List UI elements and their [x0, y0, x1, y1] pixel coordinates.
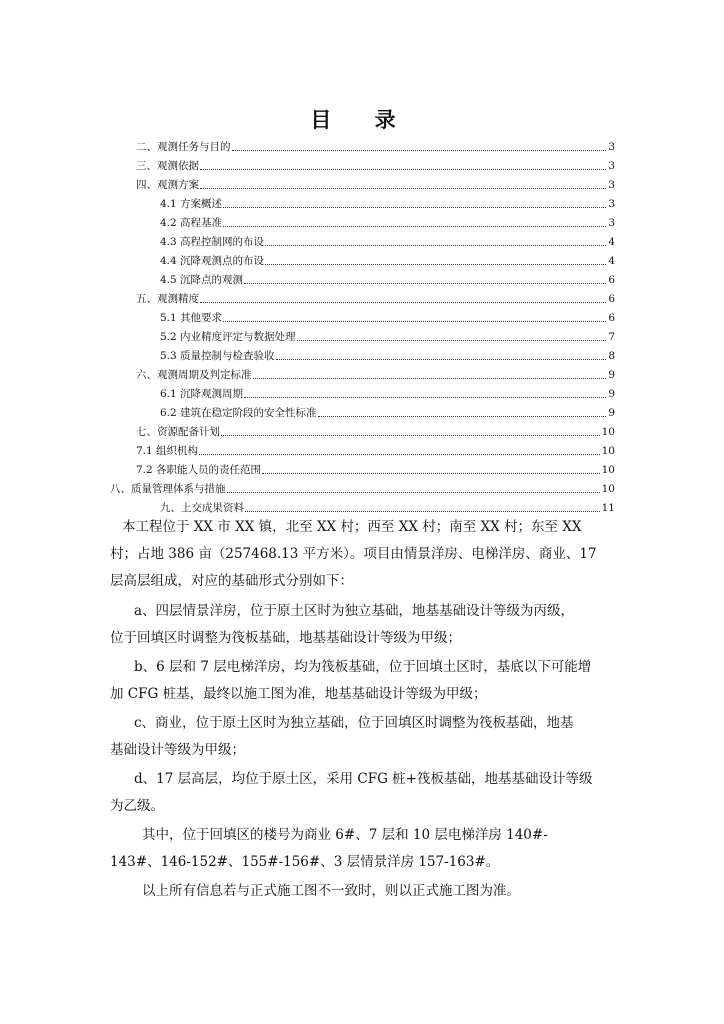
toc-entry-label: 7.2 各职能人员的责任范围 [136, 464, 262, 476]
toc-entry[interactable] [160, 250, 615, 268]
toc-entry[interactable] [136, 421, 615, 439]
toc-entry-label: 7.1 组织机构 [136, 445, 199, 457]
toc-dot-leader [200, 302, 606, 303]
toc-dot-leader [265, 264, 606, 265]
toc-entry-page: 9 [608, 388, 615, 400]
toc-entry[interactable] [160, 383, 615, 401]
toc-entry-page: 3 [608, 160, 615, 172]
toc-entry[interactable] [160, 307, 615, 325]
toc-entry[interactable] [136, 136, 615, 154]
toc-entry[interactable] [136, 155, 615, 173]
text-line: 其中，位于回填区的楼号为商业 6#、7 层和 10 层电梯洋房 140#- [142, 827, 548, 843]
toc-entry-label: 四、观测方案 [136, 179, 199, 191]
toc-entry-label: 5.1 其他要求 [160, 312, 223, 324]
toc-entry-page: 4 [608, 236, 615, 248]
toc-entry-label: 4.2 高程基准 [160, 217, 223, 229]
toc-entry[interactable] [160, 193, 615, 211]
toc-dot-leader [262, 473, 600, 474]
toc-entry-page: 10 [601, 464, 615, 476]
project-intro-paragraph [110, 514, 608, 595]
toc-dot-leader [265, 245, 606, 246]
item-b-paragraph [110, 654, 608, 708]
toc-dot-leader [276, 359, 607, 360]
text-line: 为乙级。 [110, 798, 164, 814]
toc-entry[interactable] [136, 459, 615, 477]
toc-entry-page: 6 [608, 293, 615, 305]
text-line: 143#、146-152#、155#-156#、3 层情景洋房 157-163#。 [110, 854, 500, 870]
toc-entry[interactable] [160, 231, 615, 249]
toc-entry-page: 3 [608, 141, 615, 153]
item-a-paragraph [110, 598, 608, 652]
toc-dot-leader [232, 150, 607, 151]
toc-entry[interactable] [136, 440, 615, 458]
text-line: 加 CFG 桩基，最终以施工图为准，地基基础设计等级为甲级； [110, 686, 487, 702]
toc-entry-label: 三、观测依据 [136, 160, 199, 172]
item-c-paragraph [110, 710, 608, 764]
toc-entry-page: 7 [608, 331, 615, 343]
toc-entry-page: 11 [601, 502, 615, 514]
text-line: b、6 层和 7 层电梯洋房，均为筏板基础，位于回填土区时，基底以下可能增 [134, 659, 592, 675]
toc-entry-page: 6 [608, 312, 615, 324]
toc-entry-page: 8 [608, 350, 615, 362]
toc-entry-page: 3 [608, 179, 615, 191]
toc-entry-label: 八、质量管理体系与措施 [110, 483, 226, 495]
text-line: 层高层组成，对应的基础形式分别如下： [110, 573, 353, 589]
backfill-note-paragraph [110, 822, 608, 876]
text-line: c、商业，位于原土区时为独立基础，位于回填区时调整为筏板基础，地基 [134, 715, 574, 731]
item-d-paragraph [110, 766, 608, 820]
toc-entry[interactable] [136, 288, 615, 306]
toc-entry[interactable] [160, 212, 615, 230]
toc-entry-page: 3 [608, 217, 615, 229]
text-line: a、四层情景洋房，位于原土区时为独立基础，地基基础设计等级为丙级， [134, 603, 575, 619]
toc-entry-page: 9 [608, 407, 615, 419]
toc-entry-label: 七、资源配备计划 [136, 426, 220, 438]
toc-entry-label: 5.3 质量控制与检查验收 [160, 350, 275, 362]
toc-entry[interactable] [160, 269, 615, 287]
toc-entry-page: 3 [608, 198, 615, 210]
toc-dot-leader [227, 492, 600, 493]
toc-entry[interactable] [160, 326, 615, 344]
drawing-precedence-note [110, 878, 608, 905]
toc-entry-label: 五、观测精度 [136, 293, 199, 305]
toc-dot-leader [245, 511, 600, 512]
toc-dot-leader [318, 416, 607, 417]
toc-entry-label: 二、观测任务与目的 [136, 141, 231, 153]
toc-entry-label: 6.1 沉降观测周期 [160, 388, 244, 400]
toc-entry-page: 4 [608, 255, 615, 267]
toc-entry[interactable] [160, 345, 615, 363]
text-line: 基础设计等级为甲级； [110, 742, 245, 758]
toc-dot-leader [297, 340, 607, 341]
toc-entry[interactable] [160, 402, 615, 420]
toc-dot-leader [244, 283, 606, 284]
toc-entry[interactable] [160, 497, 615, 515]
toc-entry-label: 4.3 高程控制网的布设 [160, 236, 265, 248]
toc-dot-leader [200, 169, 606, 170]
toc-entry[interactable] [110, 478, 615, 496]
toc-entry-label: 4.5 沉降点的观测 [160, 274, 244, 286]
toc-entry-page: 10 [601, 426, 615, 438]
text-line: d、17 层高层，均位于原土区，采用 CFG 桩+筏板基础，地基基础设计等级 [134, 771, 593, 787]
toc-dot-leader [223, 226, 606, 227]
toc-dot-leader [221, 435, 600, 436]
toc-entry[interactable] [136, 174, 615, 192]
toc-dot-leader [199, 454, 600, 455]
toc-title: 目 录 [310, 108, 414, 132]
toc-dot-leader [223, 321, 606, 322]
toc-entry-label: 6.2 建筑在稳定阶段的安全性标准 [160, 407, 317, 419]
toc-entry-label: 4.1 方案概述 [160, 198, 223, 210]
text-line: 以上所有信息若与正式施工图不一致时，则以正式施工图为准。 [142, 883, 520, 899]
toc-dot-leader [200, 188, 606, 189]
toc-entry-page: 10 [601, 445, 615, 457]
toc-dot-leader [253, 378, 607, 379]
toc-dot-leader [244, 397, 606, 398]
toc-entry-label: 九、上交成果资料 [160, 502, 244, 514]
text-line: 村；占地 386 亩（257468.13 平方米）。项目由情景洋房、电梯洋房、商业、17 [110, 546, 597, 562]
toc-entry-page: 9 [608, 369, 615, 381]
toc-entry-label: 六、观测周期及判定标准 [136, 369, 252, 381]
toc-entry[interactable] [136, 364, 615, 382]
toc-dot-leader [223, 207, 606, 208]
text-line: 本工程位于 XX 市 XX 镇，北至 XX 村；西至 XX 村；南至 XX 村；东至 XX [122, 519, 582, 535]
text-line: 位于回填区时调整为筏板基础，地基基础设计等级为甲级； [110, 630, 461, 646]
toc-entry-page: 6 [608, 274, 615, 286]
toc-entry-label: 4.4 沉降观测点的布设 [160, 255, 265, 267]
toc-entry-page: 10 [601, 483, 615, 495]
toc-entry-label: 5.2 内业精度评定与数据处理 [160, 331, 296, 343]
